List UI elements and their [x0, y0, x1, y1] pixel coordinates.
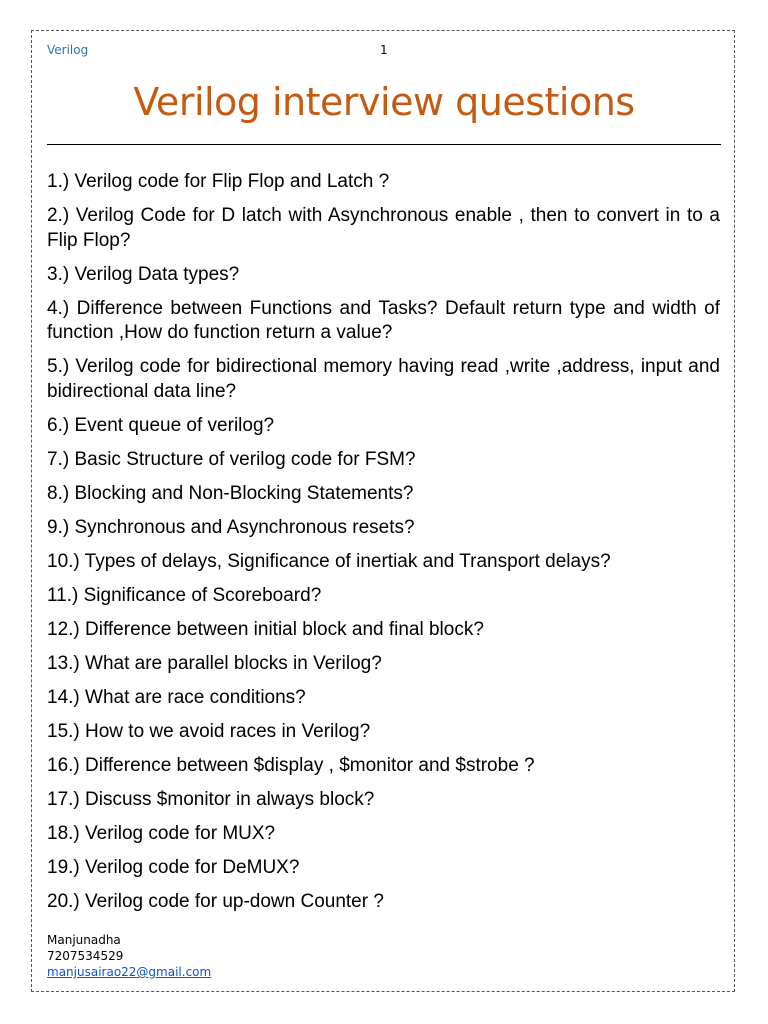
question-item: 16.) Difference between $display , $monitor and $strobe ?: [47, 754, 535, 776]
question-item: 13.) What are parallel blocks in Verilog?: [47, 652, 382, 674]
document-title: Verilog interview questions: [133, 80, 635, 124]
author-phone: 7207534529: [47, 949, 124, 963]
header-title: Verilog: [47, 43, 89, 57]
question-item: 5.) Verilog code for bidirectional memory having read ,write ,address, input and bidirectional data line?: [47, 356, 720, 402]
question-item: 8.) Blocking and Non-Blocking Statements?: [47, 482, 414, 504]
question-item: 19.) Verilog code for DeMUX?: [47, 856, 300, 878]
author-name: Manjunadha: [47, 933, 121, 947]
question-item: 3.) Verilog Data types?: [47, 263, 240, 285]
page-number: 1: [380, 43, 388, 57]
question-item: 7.) Basic Structure of verilog code for FSM?: [47, 448, 416, 470]
question-item: 20.) Verilog code for up-down Counter ?: [47, 890, 384, 912]
question-item: 1.) Verilog code for Flip Flop and Latch ?: [47, 171, 390, 192]
footer: [47, 932, 211, 980]
question-item: 12.) Difference between initial block and final block?: [47, 618, 484, 640]
question-item: 9.) Synchronous and Asynchronous resets?: [47, 516, 415, 538]
question-item: 14.) What are race conditions?: [47, 686, 306, 708]
title-divider: [47, 144, 721, 145]
question-item: 18.) Verilog code for MUX?: [47, 822, 276, 844]
question-item: 15.) How to we avoid races in Verilog?: [47, 720, 371, 742]
question-item: 4.) Difference between Functions and Tasks? Default return type and width of function ,How do function return a value?: [47, 297, 720, 343]
question-item: 6.) Event queue of verilog?: [47, 414, 275, 436]
question-item: 2.) Verilog Code for D latch with Asynchronous enable , then to convert in to a Flip Flop?: [47, 205, 720, 251]
question-item: 10.) Types of delays, Significance of inertiak and Transport delays?: [47, 550, 611, 572]
author-email-link[interactable]: manjusairao22@gmail.com: [47, 965, 212, 979]
question-item: 11.) Significance of Scoreboard?: [47, 584, 322, 606]
question-item: 17.) Discuss $monitor in always block?: [47, 788, 375, 810]
question-list: [47, 170, 720, 924]
